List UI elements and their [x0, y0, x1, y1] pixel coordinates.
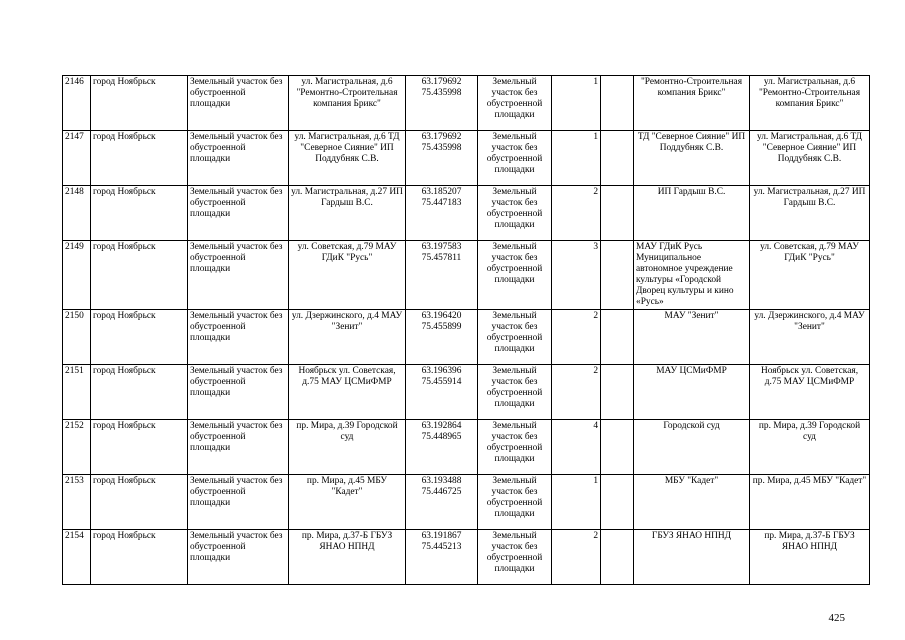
row-owner: МАУ ЦСМиФМР [634, 365, 750, 420]
row-latitude: 63.192864 [421, 421, 462, 431]
row-city: город Ноябрьск [91, 310, 188, 365]
row-container-count: 2 [552, 310, 601, 365]
row-coordinates [406, 530, 478, 585]
row-owner: МАУ "Зенит" [634, 310, 750, 365]
row-coordinates [406, 420, 478, 475]
row-city: город Ноябрьск [91, 76, 188, 131]
row-platform-type: Земельный участок без обустроенной площадки [478, 186, 552, 241]
row-number: 2149 [63, 241, 91, 310]
table-row [63, 365, 870, 420]
row-site-type: Земельный участок без обустроенной площадки [188, 530, 289, 585]
row-latitude: 63.193488 [421, 476, 462, 486]
row-latitude: 63.191867 [421, 531, 462, 541]
row-number: 2147 [63, 131, 91, 186]
row-container-count: 4 [552, 420, 601, 475]
row-container-count: 2 [552, 530, 601, 585]
row-platform-type: Земельный участок без обустроенной площадки [478, 365, 552, 420]
row-latitude: 63.196396 [421, 366, 462, 376]
row-container-count: 1 [552, 131, 601, 186]
row-empty-cell [601, 420, 634, 475]
row-number: 2146 [63, 76, 91, 131]
row-empty-cell [601, 131, 634, 186]
row-coordinates [406, 365, 478, 420]
row-empty-cell [601, 365, 634, 420]
row-longitude: 75.455899 [421, 322, 462, 332]
row-container-count: 1 [552, 475, 601, 530]
row-container-count: 3 [552, 241, 601, 310]
row-latitude: 63.179692 [421, 132, 462, 142]
row-coordinates [406, 186, 478, 241]
row-coordinates [406, 310, 478, 365]
row-city: город Ноябрьск [91, 530, 188, 585]
row-address: пр. Мира, д.37-Б ГБУЗ ЯНАО НПНД [289, 530, 406, 585]
row-latitude: 63.185207 [421, 187, 462, 197]
row-latitude: 63.179692 [421, 77, 462, 87]
row-owner: "Ремонтно-Строительная компания Брикс" [634, 76, 750, 131]
row-owner: МБУ "Кадет" [634, 475, 750, 530]
row-platform-type: Земельный участок без обустроенной площадки [478, 241, 552, 310]
row-site-type: Земельный участок без обустроенной площадки [188, 420, 289, 475]
row-number: 2153 [63, 475, 91, 530]
row-city: город Ноябрьск [91, 186, 188, 241]
row-city: город Ноябрьск [91, 475, 188, 530]
row-number: 2154 [63, 530, 91, 585]
row-number: 2148 [63, 186, 91, 241]
row-site-type: Земельный участок без обустроенной площадки [188, 131, 289, 186]
row-source-place: ул. Магистральная, д.6 "Ремонтно-Строительная компания Брикс" [750, 76, 870, 131]
row-address: ул. Магистральная, д.6 "Ремонтно-Строительная компания Брикс" [289, 76, 406, 131]
row-source-place: ул. Советская, д.79 МАУ ГДиК "Русь" [750, 241, 870, 310]
row-empty-cell [601, 530, 634, 585]
table-row [63, 131, 870, 186]
table-row [63, 76, 870, 131]
row-coordinates [406, 475, 478, 530]
row-platform-type: Земельный участок без обустроенной площадки [478, 310, 552, 365]
row-source-place: ул. Дзержинского, д.4 МАУ "Зенит" [750, 310, 870, 365]
row-coordinates [406, 76, 478, 131]
row-coordinates [406, 241, 478, 310]
row-owner: МАУ ГДиК Русь Муниципальное автономное учреждение культуры «Городской Дворец культуры и кино «Русь» [634, 241, 750, 310]
row-source-place: ул. Магистральная, д.27 ИП Гардыш В.С. [750, 186, 870, 241]
table-row [63, 186, 870, 241]
row-site-type: Земельный участок без обустроенной площадки [188, 241, 289, 310]
row-source-place: пр. Мира, д.45 МБУ "Кадет" [750, 475, 870, 530]
row-source-place: пр. Мира, д.37-Б ГБУЗ ЯНАО НПНД [750, 530, 870, 585]
row-address: пр. Мира, д.45 МБУ "Кадет" [289, 475, 406, 530]
row-address: ул. Магистральная, д.27 ИП Гардыш В.С. [289, 186, 406, 241]
row-latitude: 63.196420 [421, 311, 462, 321]
row-address: пр. Мира, д.39 Городской суд [289, 420, 406, 475]
row-container-count: 2 [552, 186, 601, 241]
row-longitude: 75.435998 [421, 88, 462, 98]
row-empty-cell [601, 475, 634, 530]
row-site-type: Земельный участок без обустроенной площадки [188, 76, 289, 131]
row-city: город Ноябрьск [91, 241, 188, 310]
table-row [63, 475, 870, 530]
row-city: город Ноябрьск [91, 131, 188, 186]
row-platform-type: Земельный участок без обустроенной площадки [478, 420, 552, 475]
row-empty-cell [601, 186, 634, 241]
page-number: 425 [828, 612, 845, 624]
row-address: ул. Магистральная, д.6 ТД "Северное Сияние" ИП Поддубняк С.В. [289, 131, 406, 186]
row-source-place: пр. Мира, д.39 Городской суд [750, 420, 870, 475]
row-number: 2150 [63, 310, 91, 365]
row-source-place: Ноябрьск ул. Советская, д.75 МАУ ЦСМиФМР [750, 365, 870, 420]
row-empty-cell [601, 310, 634, 365]
row-platform-type: Земельный участок без обустроенной площадки [478, 76, 552, 131]
row-address: ул. Дзержинского, д.4 МАУ "Зенит" [289, 310, 406, 365]
row-city: город Ноябрьск [91, 420, 188, 475]
table-row [63, 530, 870, 585]
row-owner: ТД "Северное Сияние" ИП Поддубняк С.В. [634, 131, 750, 186]
row-site-type: Земельный участок без обустроенной площадки [188, 186, 289, 241]
row-longitude: 75.448965 [421, 432, 462, 442]
row-site-type: Земельный участок без обустроенной площадки [188, 475, 289, 530]
row-owner: ГБУЗ ЯНАО НПНД [634, 530, 750, 585]
table-row [63, 310, 870, 365]
registry-table [62, 75, 870, 585]
row-longitude: 75.457811 [421, 253, 462, 263]
row-longitude: 75.447183 [421, 198, 462, 208]
row-platform-type: Земельный участок без обустроенной площадки [478, 530, 552, 585]
row-coordinates [406, 131, 478, 186]
row-number: 2151 [63, 365, 91, 420]
row-number: 2152 [63, 420, 91, 475]
row-empty-cell [601, 76, 634, 131]
row-longitude: 75.435998 [421, 143, 462, 153]
row-source-place: ул. Магистральная, д.6 ТД "Северное Сияние" ИП Поддубняк С.В. [750, 131, 870, 186]
row-longitude: 75.445213 [421, 542, 462, 552]
row-address: Ноябрьск ул. Советская, д.75 МАУ ЦСМиФМР [289, 365, 406, 420]
row-platform-type: Земельный участок без обустроенной площадки [478, 131, 552, 186]
row-container-count: 1 [552, 76, 601, 131]
row-latitude: 63.197583 [421, 242, 462, 252]
row-container-count: 2 [552, 365, 601, 420]
row-address: ул. Советская, д.79 МАУ ГДиК "Русь" [289, 241, 406, 310]
row-site-type: Земельный участок без обустроенной площадки [188, 310, 289, 365]
table-row [63, 420, 870, 475]
row-site-type: Земельный участок без обустроенной площадки [188, 365, 289, 420]
row-city: город Ноябрьск [91, 365, 188, 420]
table-row [63, 241, 870, 310]
row-platform-type: Земельный участок без обустроенной площадки [478, 475, 552, 530]
row-longitude: 75.455914 [421, 377, 462, 387]
row-empty-cell [601, 241, 634, 310]
row-owner: ИП Гардыш В.С. [634, 186, 750, 241]
row-owner: Городской суд [634, 420, 750, 475]
row-longitude: 75.446725 [421, 487, 462, 497]
table-body [63, 76, 870, 585]
